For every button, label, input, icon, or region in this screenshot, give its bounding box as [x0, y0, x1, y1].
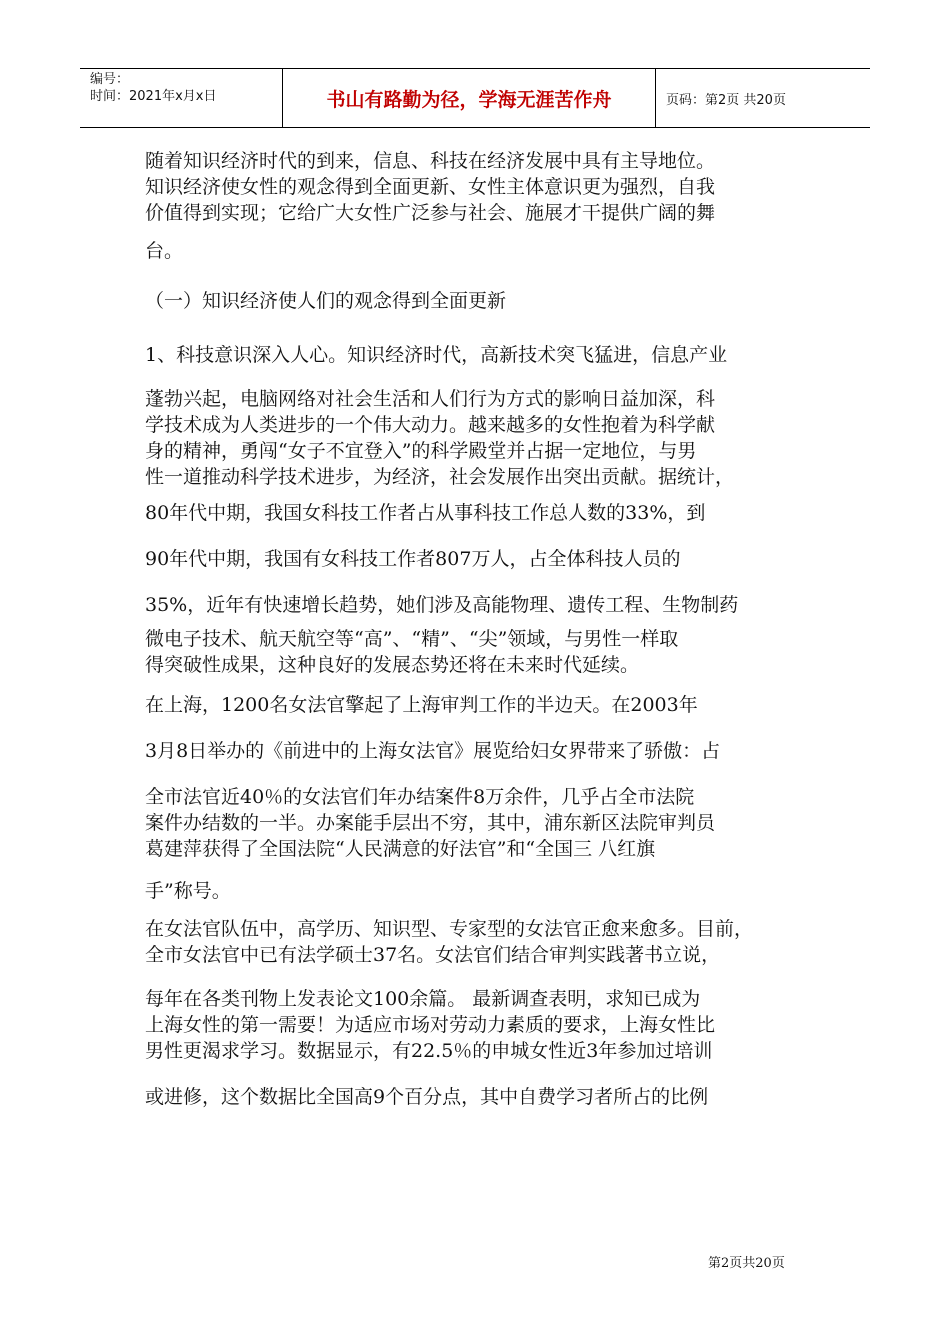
- body-line: 全市女法官中已有法学硕士37名。女法官们结合审判实践著书立说，: [145, 944, 721, 966]
- body-line: 90年代中期，我国有女科技工作者807万人，占全体科技人员的: [145, 548, 681, 570]
- body-line: 知识经济使女性的观念得到全面更新、女性主体意识更为强烈，自我: [145, 176, 716, 198]
- body-line: （一）知识经济使人们的观念得到全面更新: [145, 290, 507, 312]
- body-line: 在女法官队伍中，高学历、知识型、专家型的女法官正愈来愈多。目前，: [145, 918, 754, 940]
- body-line: 得突破性成果，这种良好的发展态势还将在未来时代延续。: [145, 654, 640, 676]
- body-line: 每年在各类刊物上发表论文100余篇。 最新调查表明，求知已成为: [145, 988, 701, 1010]
- body-line: 性一道推动科学技术进步，为经济，社会发展作出突出贡献。据统计，: [145, 466, 735, 488]
- body-line: 案件办结数的一半。办案能手层出不穷，其中，浦东新区法院审判员: [145, 812, 716, 834]
- body-line: 80年代中期，我国女科技工作者占从事科技工作总人数的33%，到: [145, 502, 706, 524]
- body-line: 或进修，这个数据比全国高9个百分点，其中自费学习者所占的比例: [145, 1086, 709, 1108]
- body-line: 男性更渴求学习。数据显示，有22.5％的申城女性近3年参加过培训: [145, 1040, 713, 1062]
- time-line: 时间：2021年x月x日: [90, 89, 217, 104]
- body-line: 随着知识经济时代的到来，信息、科技在经济发展中具有主导地位。: [145, 150, 716, 172]
- body-line: 学技术成为人类进步的一个伟大动力。越来越多的女性抱着为科学献: [145, 414, 716, 436]
- body-line: 身的精神，勇闯“女子不宜登入”的科学殿堂并占据一定地位，与男: [145, 440, 697, 462]
- header-meta: [80, 69, 282, 127]
- page-footer: 第2页共20页: [708, 1256, 785, 1271]
- body-line: 在上海，1200名女法官擎起了上海审判工作的半边天。在2003年: [145, 694, 698, 716]
- body-line: 35%，近年有快速增长趋势，她们涉及高能物理、遗传工程、生物制药: [145, 594, 739, 616]
- body-line: 台。: [145, 240, 184, 262]
- body-line: 微电子技术、航天航空等“高”、“精”、“尖”领域，与男性一样取: [145, 628, 679, 650]
- header-motto: 书山有路勤为径，学海无涯苦作舟: [282, 69, 656, 127]
- body-line: 价值得到实现；它给广大女性广泛参与社会、施展才干提供广阔的舞: [145, 202, 716, 224]
- header-page-info: 页码：第2页 共20页: [666, 92, 786, 108]
- body-line: 1、科技意识深入人心。知识经济时代，高新技术突飞猛进，信息产业: [145, 344, 728, 366]
- body-line: 全市法官近40％的女法官们年办结案件8万余件，几乎占全市法院: [145, 786, 695, 808]
- page-header: [80, 68, 870, 128]
- body-line: 3月8日举办的《前进中的上海女法官》展览给妇女界带来了骄傲：占: [145, 740, 721, 762]
- body-line: 手”称号。: [145, 880, 231, 902]
- body-line: 葛建萍获得了全国法院“人民满意的好法官”和“全国三 八红旗: [145, 838, 656, 860]
- body-line: 蓬勃兴起，电脑网络对社会生活和人们行为方式的影响日益加深，科: [145, 388, 716, 410]
- body-line: 上海女性的第一需要！为适应市场对劳动力素质的要求，上海女性比: [145, 1014, 716, 1036]
- serial-label: 编号：: [90, 72, 130, 87]
